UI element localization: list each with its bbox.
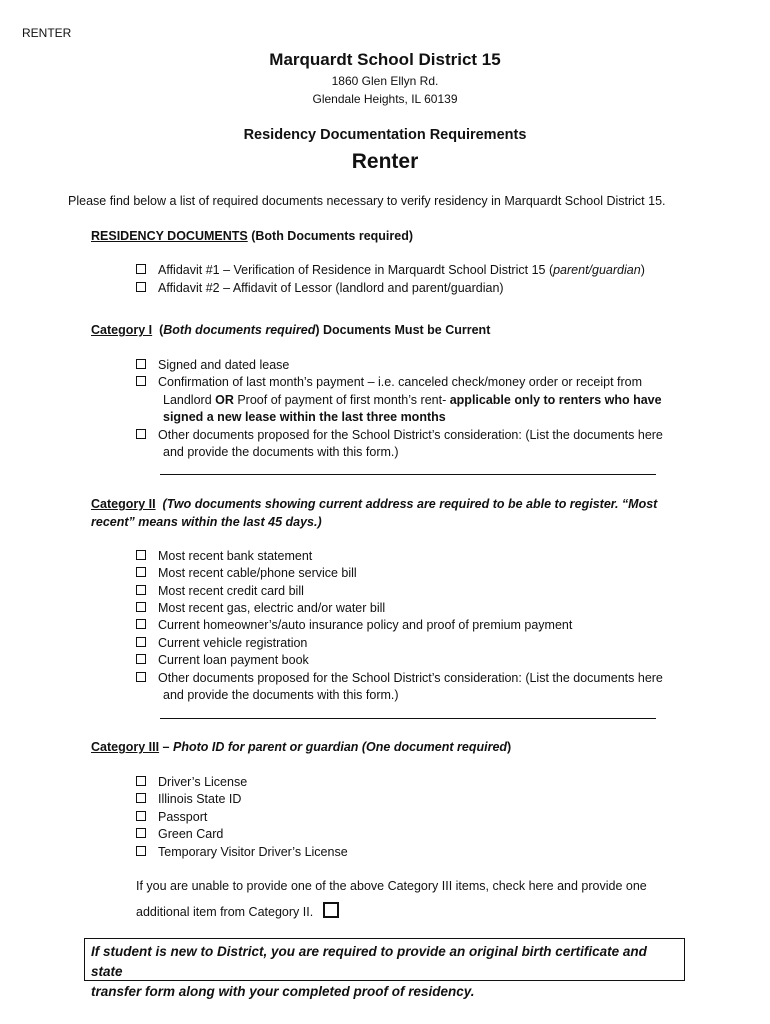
intro-text: Please find below a list of required documents necessary to verify residency in Marquardt School District 15. (68, 194, 666, 208)
list-item: Other documents proposed for the School District’s consideration: (List the documents here (136, 671, 663, 685)
residency-heading (91, 229, 413, 243)
corner-label: RENTER (22, 26, 72, 40)
new-student-notice: If student is new to District, you are required to provide an original birth certificate and state transfer form along with your completed proof of residency. (84, 938, 685, 981)
checkbox-icon[interactable] (136, 637, 146, 647)
address-line-1: 1860 Glen Ellyn Rd. (331, 74, 439, 88)
checkbox-icon[interactable] (136, 359, 146, 369)
category-2-note: recent” means within the last 45 days.) (91, 515, 322, 529)
list-item: Illinois State ID (136, 792, 241, 806)
category-2-label: Category II (91, 497, 156, 511)
checkbox-icon[interactable] (136, 602, 146, 612)
checkbox-icon[interactable] (136, 828, 146, 838)
checkbox-icon[interactable] (136, 264, 146, 274)
checkbox-icon[interactable] (136, 585, 146, 595)
category-1-heading: Category I (Both documents required) Documents Must be Current (91, 323, 491, 337)
list-item-continuation: Landlord OR Proof of payment of first month’s rent- applicable only to renters who have (163, 393, 662, 407)
list-item: Most recent credit card bill (136, 584, 304, 598)
checkbox-icon[interactable] (136, 846, 146, 856)
checkbox-icon[interactable] (136, 654, 146, 664)
list-item: Most recent bank statement (136, 549, 312, 563)
checkbox-icon[interactable] (136, 550, 146, 560)
list-item: Driver’s License (136, 775, 247, 789)
checkbox-icon[interactable] (136, 793, 146, 803)
checkbox-icon[interactable] (136, 776, 146, 786)
residency-heading-label: RESIDENCY DOCUMENTS (91, 229, 248, 243)
category-2-heading: Category II (Two documents showing current address are required to be able to register. “Most (91, 497, 658, 511)
checkbox-icon[interactable] (136, 619, 146, 629)
residency-heading-note: (Both Documents required) (247, 229, 414, 243)
list-item: Affidavit #2 – Affidavit of Lessor (landlord and parent/guardian) (136, 281, 504, 295)
list-item: Other documents proposed for the School District’s consideration: (List the documents here (136, 428, 663, 442)
list-item: Confirmation of last month’s payment – i.e. canceled check/money order or receipt from (136, 375, 642, 389)
write-in-line[interactable] (160, 718, 656, 719)
list-item: Temporary Visitor Driver’s License (136, 845, 348, 859)
write-in-line[interactable] (160, 474, 656, 475)
district-title: Marquardt School District 15 (269, 50, 501, 69)
list-item-continuation: signed a new lease within the last three months (163, 410, 446, 424)
list-item: Passport (136, 810, 207, 824)
checkbox-icon[interactable] (136, 376, 146, 386)
checkbox-icon[interactable] (136, 282, 146, 292)
checkbox-icon[interactable] (136, 429, 146, 439)
fallback-note-line-2: additional item from Category II. (136, 902, 339, 919)
list-item: Current vehicle registration (136, 636, 307, 650)
fallback-checkbox-icon[interactable] (323, 902, 339, 918)
list-item-continuation: and provide the documents with this form.) (163, 445, 399, 459)
list-item: Most recent cable/phone service bill (136, 566, 357, 580)
checkbox-icon[interactable] (136, 672, 146, 682)
list-item: Current loan payment book (136, 653, 309, 667)
category-3-heading: Category III – Photo ID for parent or guardian (One document required) (91, 740, 512, 754)
list-item: Signed and dated lease (136, 358, 289, 372)
fallback-note-line-1: If you are unable to provide one of the above Category III items, check here and provide one (136, 879, 647, 893)
list-item: Green Card (136, 827, 223, 841)
category-1-label: Category I (91, 323, 153, 337)
checkbox-icon[interactable] (136, 567, 146, 577)
checkbox-icon[interactable] (136, 811, 146, 821)
category-3-label: Category III (91, 740, 160, 754)
page-title: Renter (351, 150, 419, 173)
list-item: Affidavit #1 – Verification of Residence in Marquardt School District 15 (parent/guardian) (136, 263, 645, 277)
page-subtitle: Residency Documentation Requirements (243, 127, 527, 143)
list-item: Current homeowner’s/auto insurance policy and proof of premium payment (136, 618, 572, 632)
list-item: Most recent gas, electric and/or water bill (136, 601, 385, 615)
list-item-continuation: and provide the documents with this form.) (163, 688, 399, 702)
address-line-2: Glendale Heights, IL 60139 (312, 92, 458, 106)
